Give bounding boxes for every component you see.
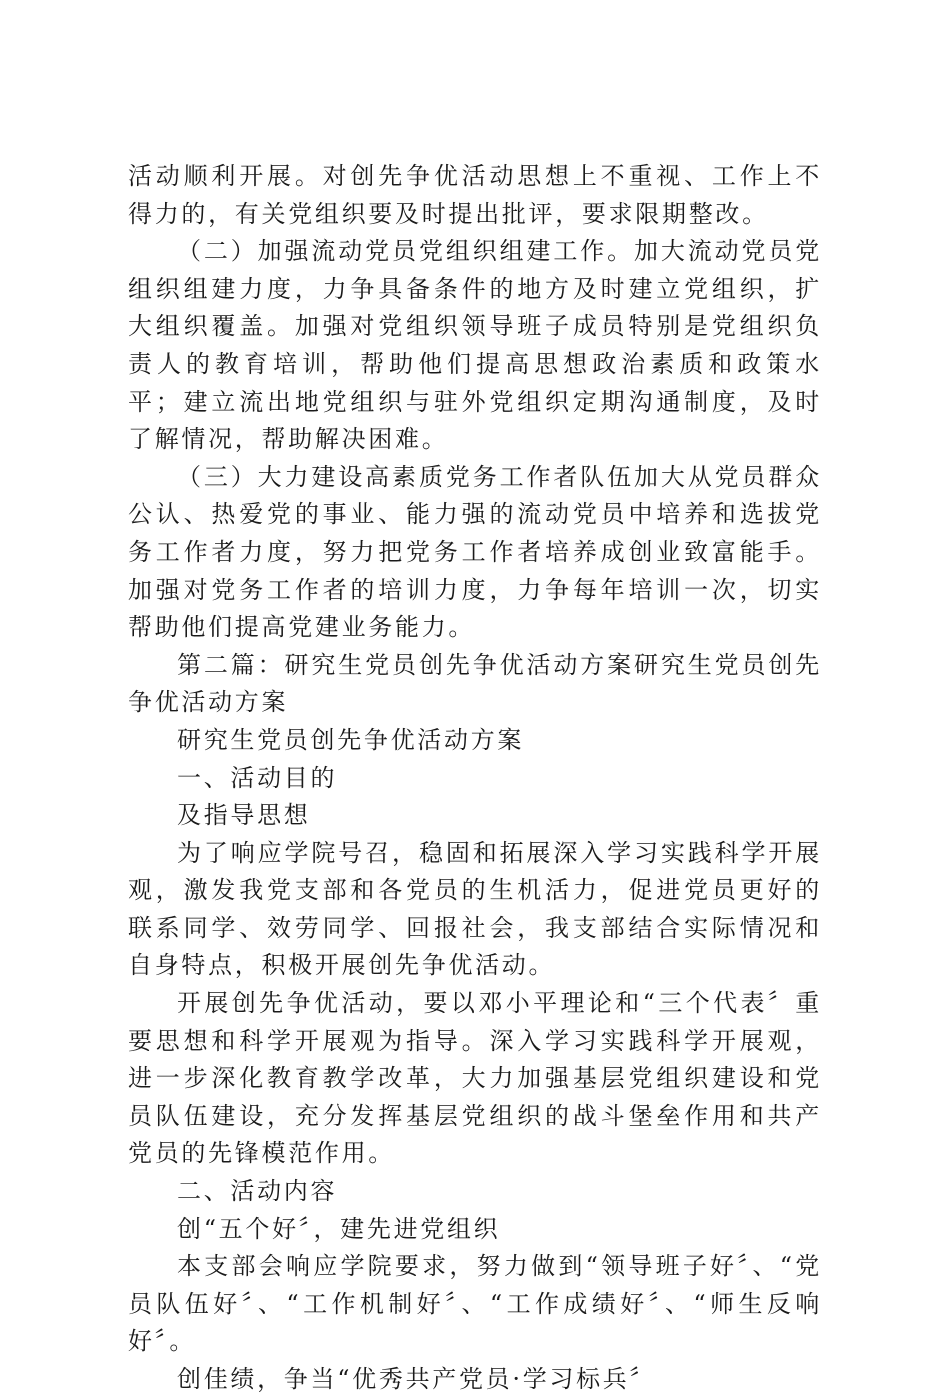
heading-activity-purpose: 一、活动目的 bbox=[177, 763, 338, 792]
paragraph-4: 为了响应学院号召，稳固和拓展深入学习实践科学开展观，激发我党支部和各党员的生机活力，促进党员更好的联系同学、效劳同学、回报社会，我支部结合实际情况和自身特点，积极开展创先争优活动。 bbox=[128, 838, 822, 980]
subheading-excellent-member: 创佳绩，争当“优秀共产党员·学习标兵〞 bbox=[177, 1365, 657, 1393]
heading-guiding-thought: 及指导思想 bbox=[177, 801, 311, 830]
section-title: 研究生党员创先争优活动方案 bbox=[177, 725, 525, 754]
paragraph-1: 活动顺利开展。对创先争优活动思想上不重视、工作上不得力的，有关党组织要及时提出批评，要求限期整改。 bbox=[128, 162, 822, 228]
subheading-five-goods: 创“五个好〞，建先进党组织 bbox=[177, 1214, 501, 1243]
paragraph-3: （三）大力建设高素质党务工作者队伍加大从党员群众公认、热爱党的事业、能力强的流动党员中培养和选拔党务工作者力度，努力把党务工作者培养成创业致富能手。加强对党务工作者的培训力度，力争每年培训一次，切实帮助他们提高党建业务能力。 bbox=[128, 462, 822, 642]
paragraph-6: 本支部会响应学院要求，努力做到“领导班子好〞、“党员队伍好〞、“工作机制好〞、“工作成绩好〞、“师生反响好〞。 bbox=[128, 1252, 822, 1356]
document-page bbox=[128, 158, 822, 1399]
chapter-heading: 第二篇：研究生党员创先争优活动方案研究生党员创先争优活动方案 bbox=[128, 650, 822, 717]
heading-activity-content: 二、活动内容 bbox=[177, 1177, 338, 1206]
paragraph-2: （二）加强流动党员党组织组建工作。加大流动党员党组织组建力度，力争具备条件的地方及时建立党组织，扩大组织覆盖。加强对党组织领导班子成员特别是党组织负责人的教育培训，帮助他们提高思想政治素质和政策水平；建立流出地党组织与驻外党组织定期沟通制度，及时了解情况，帮助解决困难。 bbox=[128, 237, 822, 454]
paragraph-5: 开展创先争优活动，要以邓小平理论和“三个代表〞重要思想和科学开展观为指导。深入学习实践科学开展观，进一步深化教育教学改革，大力加强基层党组织建设和党员队伍建设，充分发挥基层党组织的战斗堡垒作用和共产党员的先锋模范作用。 bbox=[128, 989, 822, 1168]
